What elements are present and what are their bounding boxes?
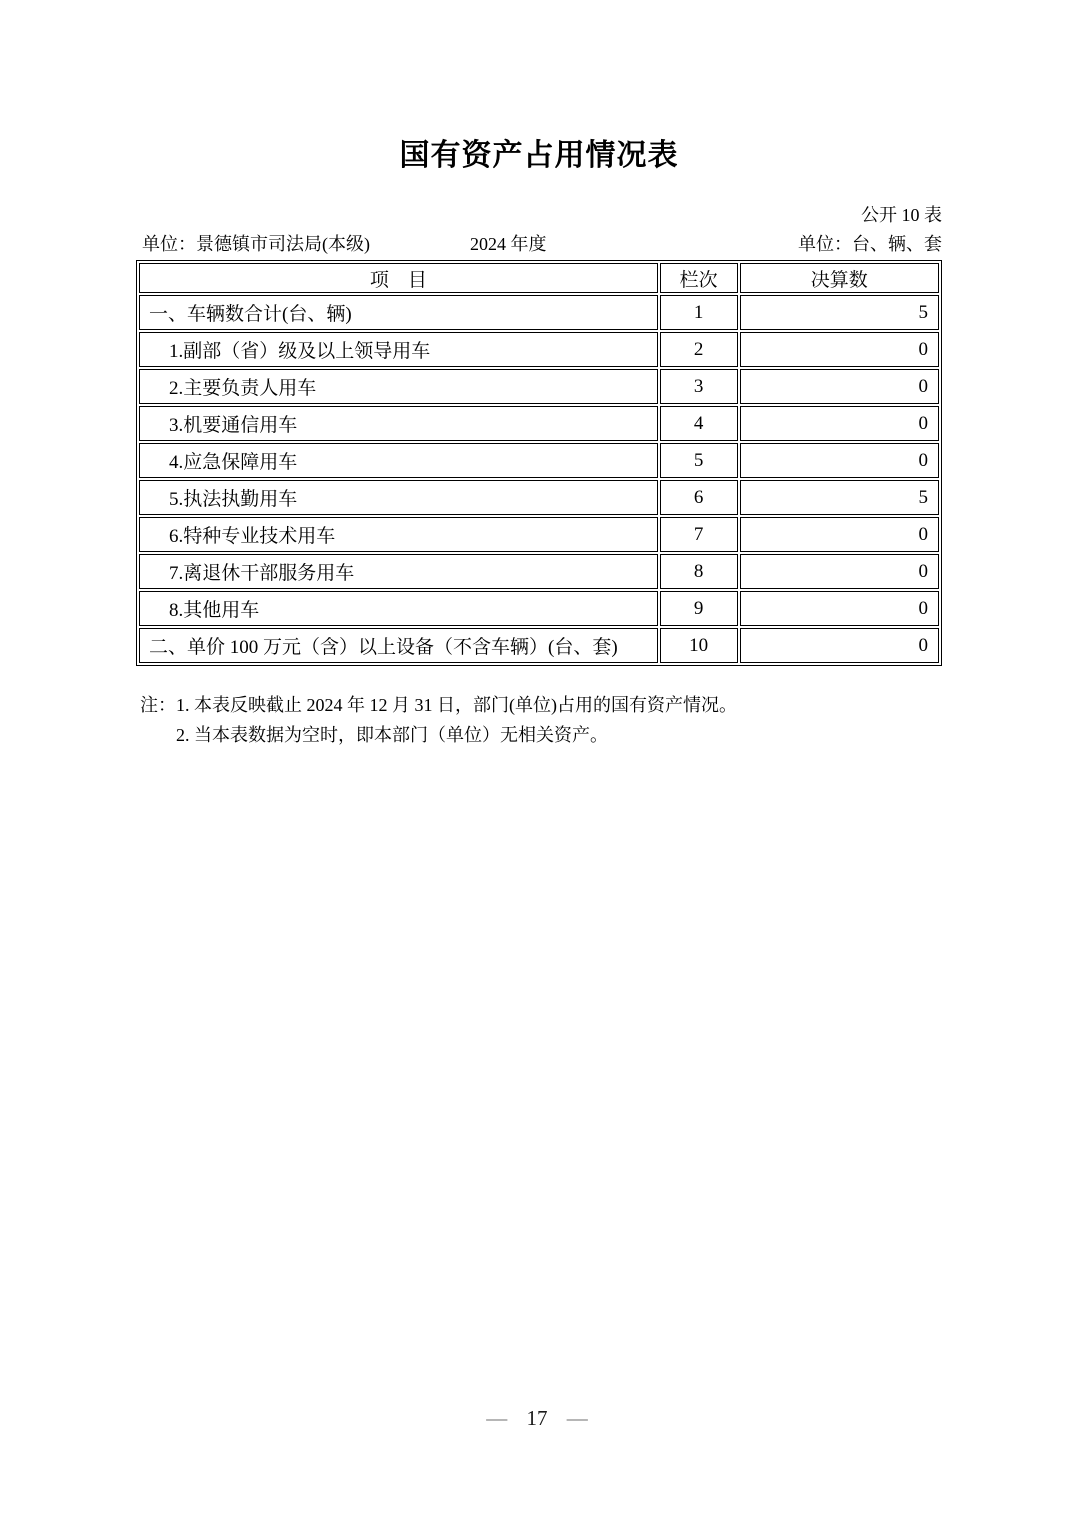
column-no-cell: 6 bbox=[660, 480, 738, 515]
table-row bbox=[139, 295, 939, 330]
table-row bbox=[139, 517, 939, 552]
value-cell: 5 bbox=[740, 295, 939, 330]
page-footer bbox=[0, 1406, 1074, 1431]
column-no-cell: 2 bbox=[660, 332, 738, 367]
note-line-1: 注：1. 本表反映截止 2024 年 12 月 31 日，部门(单位)占用的国有资产情况。 bbox=[140, 695, 737, 715]
column-no-cell: 4 bbox=[660, 406, 738, 441]
column-no-cell: 9 bbox=[660, 591, 738, 626]
page-title: 国有资产占用情况表 bbox=[399, 139, 679, 172]
item-cell: 8.其他用车 bbox=[139, 591, 658, 626]
table-row bbox=[139, 332, 939, 367]
value-cell: 0 bbox=[740, 443, 939, 478]
table-row bbox=[139, 480, 939, 515]
item-cell: 4.应急保障用车 bbox=[139, 443, 658, 478]
item-cell: 6.特种专业技术用车 bbox=[139, 517, 658, 552]
column-no-cell: 5 bbox=[660, 443, 738, 478]
header-row bbox=[139, 263, 939, 293]
item-cell: 3.机要通信用车 bbox=[139, 406, 658, 441]
value-cell: 0 bbox=[740, 406, 939, 441]
notes-block bbox=[136, 690, 942, 750]
public-table-label: 公开 10 表 bbox=[861, 205, 942, 225]
table-row bbox=[139, 406, 939, 441]
value-cell: 0 bbox=[740, 554, 939, 589]
table-row bbox=[139, 591, 939, 626]
table-row bbox=[139, 369, 939, 404]
header-column-no: 栏次 bbox=[660, 263, 738, 293]
document-content bbox=[136, 0, 942, 750]
value-cell: 0 bbox=[740, 517, 939, 552]
column-no-cell: 1 bbox=[660, 295, 738, 330]
footer-dash-left: — bbox=[486, 1406, 508, 1430]
asset-table-header bbox=[139, 263, 939, 293]
item-cell: 2.主要负责人用车 bbox=[139, 369, 658, 404]
footer-dash-right: — bbox=[566, 1406, 588, 1430]
fiscal-year-label: 2024 年度 bbox=[470, 234, 547, 254]
page-number: 17 bbox=[526, 1406, 548, 1430]
table-row bbox=[139, 554, 939, 589]
column-no-cell: 10 bbox=[660, 628, 738, 663]
column-no-cell: 7 bbox=[660, 517, 738, 552]
value-cell: 0 bbox=[740, 591, 939, 626]
asset-table-body bbox=[139, 295, 939, 663]
meta-row bbox=[136, 232, 942, 258]
value-cell: 5 bbox=[740, 480, 939, 515]
item-cell: 5.执法执勤用车 bbox=[139, 480, 658, 515]
asset-table bbox=[136, 260, 942, 666]
value-cell: 0 bbox=[740, 369, 939, 404]
item-cell: 一、车辆数合计(台、辆) bbox=[139, 295, 658, 330]
table-row bbox=[139, 443, 939, 478]
item-cell: 7.离退休干部服务用车 bbox=[139, 554, 658, 589]
item-cell: 1.副部（省）级及以上领导用车 bbox=[139, 332, 658, 367]
column-no-cell: 8 bbox=[660, 554, 738, 589]
value-cell: 0 bbox=[740, 332, 939, 367]
value-cell: 0 bbox=[740, 628, 939, 663]
column-no-cell: 3 bbox=[660, 369, 738, 404]
table-row bbox=[139, 628, 939, 663]
note-line-2: 2. 当本表数据为空时，即本部门（单位）无相关资产。 bbox=[176, 725, 608, 745]
header-final-value: 决算数 bbox=[740, 263, 939, 293]
header-item: 项 目 bbox=[139, 263, 658, 293]
unit-right-label: 单位：台、辆、套 bbox=[798, 234, 942, 254]
unit-left-label: 单位：景德镇市司法局(本级) bbox=[142, 234, 370, 254]
item-cell: 二、单价 100 万元（含）以上设备（不含车辆）(台、套) bbox=[139, 628, 658, 663]
